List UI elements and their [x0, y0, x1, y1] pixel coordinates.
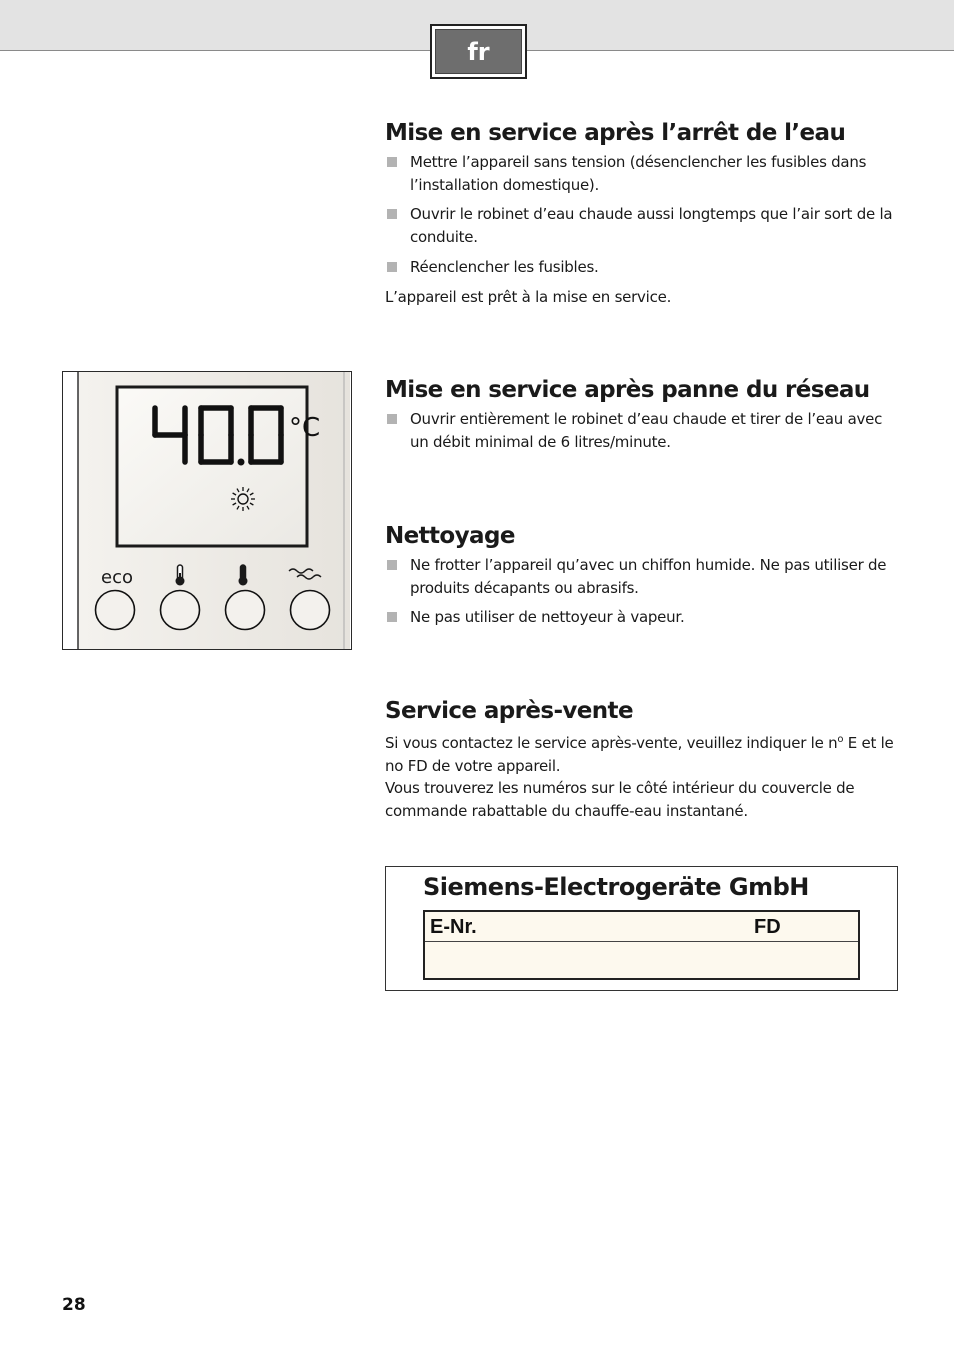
list-item [385, 408, 905, 453]
list-item-text: Ouvrir entièrement le robinet d’eau chaude et tirer de l’eau avec un débit minimal de 6 litres/minute. [410, 410, 883, 451]
section-cleaning [385, 522, 905, 636]
list-item-text: Ouvrir le robinet d’eau chaude aussi longtemps que l’air sort de la conduite. [410, 205, 893, 247]
thermometer-high-icon [239, 565, 248, 586]
nameplate-title: Siemens-Electrogeräte GmbH [423, 873, 809, 901]
paragraph-text: Si vous contactez le service après-vente, veuillez indiquer le n [385, 734, 838, 752]
nameplate-table [423, 910, 860, 980]
fd-label: FD [754, 916, 781, 938]
bullet-square-icon [387, 157, 397, 167]
thermometer-low-icon [176, 565, 185, 586]
temp-high-button[interactable] [226, 591, 265, 630]
page-number: 28 [62, 1295, 86, 1315]
temperature-unit: °C [289, 413, 321, 443]
section-title: Mise en service après panne du réseau [385, 377, 870, 403]
list-item [385, 554, 905, 599]
paragraph-text: E et le no FD de votre appareil. [385, 734, 894, 775]
list-item-text: Ne pas utiliser de nettoyeur à vapeur. [410, 608, 685, 627]
decimal-point [238, 459, 245, 466]
section-after-sales [385, 697, 905, 823]
bullet-square-icon [387, 612, 397, 622]
bullet-square-icon [387, 262, 397, 272]
superscript: o [837, 734, 844, 745]
language-tab-label: fr [435, 29, 522, 74]
list-item-text: Mettre l’appareil sans tension (désenclencher les fusibles dans l’installation domestique). [410, 153, 867, 194]
section-power-failure [385, 376, 905, 460]
nameplate-divider [425, 941, 858, 942]
section-shutoff [385, 119, 905, 308]
eco-label: eco [101, 567, 133, 588]
section-paragraph: L’appareil est prêt à la mise en service. [385, 287, 672, 306]
section-paragraph: Vous trouverez les numéros sur le côté intérieur du couvercle de commande rabattable du chauffe-eau instantané. [385, 779, 855, 821]
device-control-panel [62, 371, 352, 650]
temp-low-button[interactable] [161, 591, 200, 630]
bullet-square-icon [387, 209, 397, 219]
device-illustration [63, 372, 351, 649]
bullet-square-icon [387, 560, 397, 570]
eco-button[interactable] [96, 591, 135, 630]
list-item [385, 151, 905, 196]
section-title: Mise en service après l’arrêt de l’eau [385, 120, 846, 146]
list-item [385, 256, 905, 279]
language-tab [430, 24, 527, 79]
section-title: Service après-vente [385, 698, 633, 724]
section-title: Nettoyage [385, 523, 515, 549]
list-item [385, 203, 905, 248]
bullet-square-icon [387, 414, 397, 424]
nameplate [385, 866, 898, 991]
flow-button[interactable] [291, 591, 330, 630]
section-paragraph [385, 729, 905, 777]
list-item [385, 606, 905, 629]
list-item-text: Ne frotter l’appareil qu’avec un chiffon humide. Ne pas utiliser de produits décapants ou abrasifs. [410, 556, 887, 597]
list-item-text: Réenclencher les fusibles. [410, 257, 599, 276]
enr-label: E-Nr. [430, 916, 477, 938]
